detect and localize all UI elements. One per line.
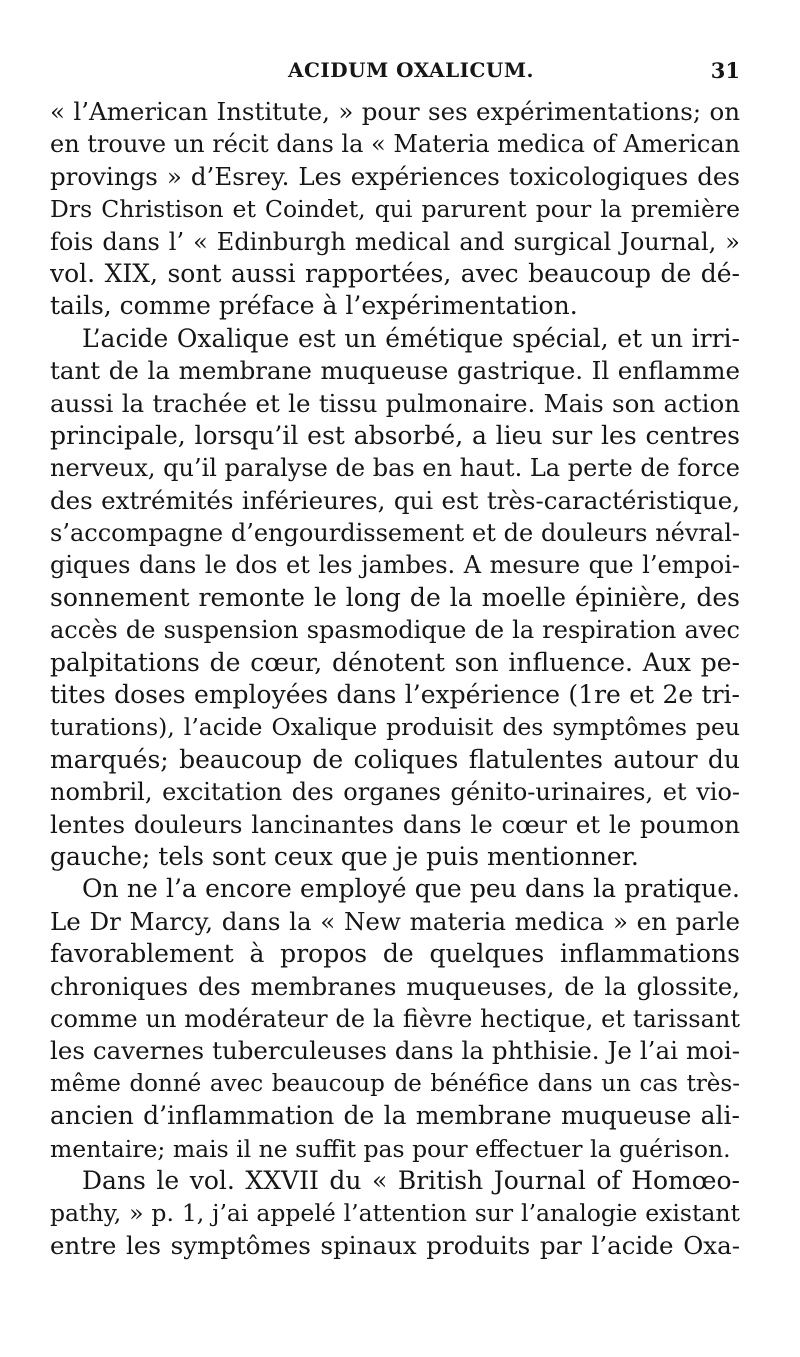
text-line: tant de la membrane muqueuse gastrique. Il enflamme xyxy=(50,356,740,386)
paragraph-3 xyxy=(50,873,740,1165)
text-line: tails, comme préface à l’expérimentation. xyxy=(50,291,578,321)
text-line: palpitations de cœur, dénotent son influence. Aux pe- xyxy=(50,647,740,677)
text-line: ancien d’inflammation de la membrane muqueuse ali- xyxy=(50,1101,740,1131)
text-line: turations), l’acide Oxalique produisit des symptômes peu xyxy=(50,713,740,742)
running-head: ACIDUM OXALICUM. xyxy=(288,58,534,82)
text-line: même donné avec beaucoup de bénéfice dans un cas très- xyxy=(50,1070,740,1097)
text-line: tites doses employées dans l’expérience (1re et 2e tri- xyxy=(50,680,740,710)
text-line: marqués; beaucoup de coliques flatulentes autour du xyxy=(50,744,740,774)
page-body xyxy=(50,96,740,1262)
text-line: en trouve un récit dans la « Materia medica of American xyxy=(50,130,740,159)
text-line: « l’American Institute, » pour ses expérimentations; on xyxy=(50,97,740,126)
text-line: favorablement à propos de quelques inflammations xyxy=(50,939,740,969)
text-line: comme un modérateur de la fièvre hectique, et tarissant xyxy=(50,1004,740,1033)
text-line: Drs Christison et Coindet, qui parurent pour la première xyxy=(50,195,740,224)
text-line: On ne l’a encore employé que peu dans la pratique. xyxy=(82,874,740,904)
text-line: aussi la trachée et le tissu pulmonaire. Mais son action xyxy=(50,388,740,418)
text-line: fois dans l’ « Edinburgh medical and surgical Journal, » xyxy=(50,227,740,256)
text-line: les cavernes tuberculeuses dans la phthisie. Je l’ai moi- xyxy=(50,1036,740,1066)
text-line: accès de suspension spasmodique de la respiration avec xyxy=(50,616,740,645)
paragraph-2 xyxy=(50,323,740,874)
text-line: mentaire; mais il ne suffit pas pour effectuer la guérison. xyxy=(50,1134,731,1163)
text-line: principale, lorsqu’il est absorbé, a lieu sur les centres xyxy=(50,420,740,450)
text-line: Dans le vol. XXVII du « British Journal of Homœo- xyxy=(82,1165,740,1195)
page-number: 31 xyxy=(710,58,740,83)
text-line: des extrémités inférieures, qui est très-caractéristique, xyxy=(50,485,740,515)
text-line: gauche; tels sont ceux que je puis mentionner. xyxy=(50,841,639,871)
page-header xyxy=(50,58,740,88)
text-line: provings » d’Esrey. Les expériences toxicologiques des xyxy=(50,161,740,191)
text-line: chroniques des membranes muqueuses, de la glossite, xyxy=(50,971,740,1001)
text-line: s’accompagne d’engourdissement et de douleurs névral- xyxy=(50,519,740,548)
text-line: sonnement remonte le long de la moelle épinière, des xyxy=(50,582,740,612)
paragraph-4 xyxy=(50,1165,740,1262)
text-line: L’acide Oxalique est un émétique spécial, et un irri- xyxy=(82,323,740,353)
text-line: Le Dr Marcy, dans la « New materia medica » en parle xyxy=(50,906,740,936)
text-line: giques dans le dos et les jambes. A mesure que l’empoi- xyxy=(50,551,740,580)
text-line: nombril, excitation des organes génito-urinaires, et vio- xyxy=(50,778,740,807)
paragraph-1 xyxy=(50,96,740,323)
text-line: nerveux, qu’il paralyse de bas en haut. La perte de force xyxy=(50,454,740,483)
text-line: entre les symptômes spinaux produits par l’acide Oxa- xyxy=(50,1230,740,1260)
text-line: lentes douleurs lancinantes dans le cœur et le poumon xyxy=(50,809,740,839)
text-line: vol. XIX, sont aussi rapportées, avec beaucoup de dé- xyxy=(50,258,740,288)
text-line: pathy, » p. 1, j’ai appelé l’attention sur l’analogie existant xyxy=(50,1199,740,1228)
